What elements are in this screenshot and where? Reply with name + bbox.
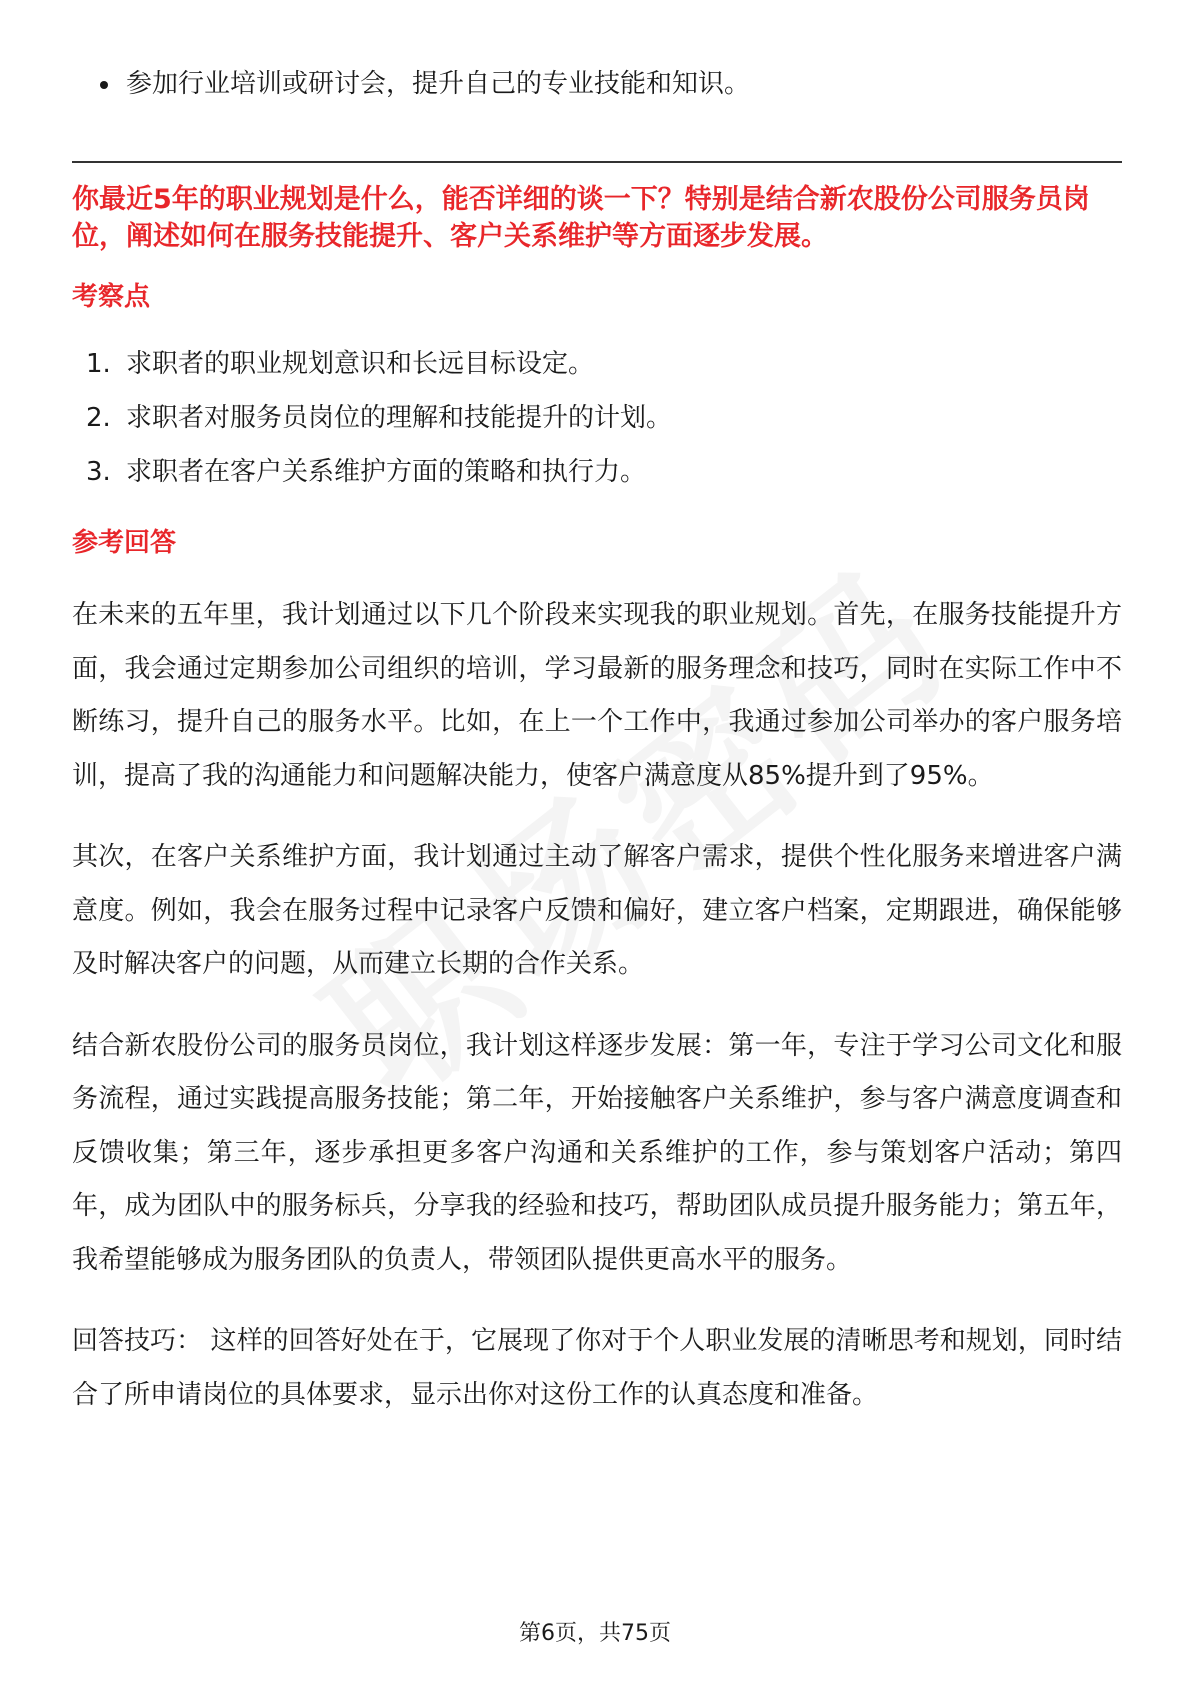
document-body bbox=[72, 62, 1122, 1448]
list-item bbox=[72, 337, 1122, 391]
top-bullet-list bbox=[72, 62, 1122, 106]
list-item-text: 求职者对服务员岗位的理解和技能提升的计划。 bbox=[126, 403, 673, 433]
answer-tips-paragraph: 回答技巧： 这样的回答好处在于，它展现了你对于个人职业发展的清晰思考和规划，同时结合了所申请岗位的具体要求，显示出你对这份工作的认真态度和准备。 bbox=[72, 1326, 1122, 1410]
list-item bbox=[72, 391, 1122, 445]
list-number: 1. bbox=[86, 349, 111, 379]
question-title: 你最近5年的职业规划是什么，能否详细的谈一下？特别是结合新农股份公司服务员岗位，阐述如何在服务技能提升、客户关系维护等方面逐步发展。 bbox=[72, 184, 1090, 252]
list-item-text: 求职者在客户关系维护方面的策略和执行力。 bbox=[126, 457, 647, 487]
list-number: 3. bbox=[86, 457, 111, 487]
answer-paragraph: 在未来的五年里，我计划通过以下几个阶段来实现我的职业规划。首先，在服务技能提升方面，我会通过定期参加公司组织的培训，学习最新的服务理念和技巧，同时在实际工作中不断练习，提升自己的服务水平。比如，在上一个工作中，我通过参加公司举办的客户服务培训，提高了我的沟通能力和问题解决能力，使客户满意度从85%提升到了95%。 bbox=[72, 600, 1122, 791]
page-number: 第6页，共75页 bbox=[519, 1621, 671, 1646]
answer-paragraph: 结合新农股份公司的服务员岗位，我计划这样逐步发展：第一年，专注于学习公司文化和服务流程，通过实践提高服务技能；第二年，开始接触客户关系维护，参与客户满意度调查和反馈收集；第三年，逐步承担更多客户沟通和关系维护的工作，参与策划客户活动；第四年，成为团队中的服务标兵，分享我的经验和技巧，帮助团队成员提升服务能力；第五年，我希望能够成为服务团队的负责人，带领团队提供更高水平的服务。 bbox=[72, 1030, 1122, 1275]
exam-points-list bbox=[72, 337, 1122, 499]
exam-points-heading: 考察点 bbox=[72, 282, 151, 312]
list-number: 2. bbox=[86, 403, 111, 433]
answer-paragraph: 其次，在客户关系维护方面，我计划通过主动了解客户需求，提供个性化服务来增进客户满意度。例如，我会在服务过程中记录客户反馈和偏好，建立客户档案，定期跟进，确保能够及时解决客户的问题，从而建立长期的合作关系。 bbox=[72, 842, 1122, 979]
list-item: 参加行业培训或研讨会，提升自己的专业技能和知识。 bbox=[72, 62, 1122, 106]
list-item bbox=[72, 445, 1122, 499]
reference-answer-heading: 参考回答 bbox=[72, 528, 177, 558]
list-item-text: 求职者的职业规划意识和长远目标设定。 bbox=[126, 349, 595, 379]
divider bbox=[72, 161, 1122, 163]
